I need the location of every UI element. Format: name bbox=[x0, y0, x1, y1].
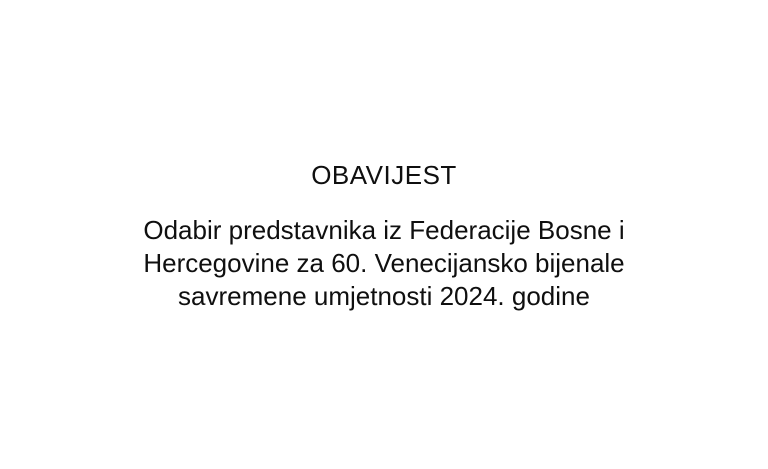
page-title: OBAVIJEST bbox=[311, 160, 457, 190]
announcement-body bbox=[0, 214, 768, 313]
body-line-1: Odabir predstavnika iz Federacije Bosne i bbox=[143, 215, 625, 245]
body-line-3: savremene umjetnosti 2024. godine bbox=[178, 281, 590, 311]
body-line-2: Hercegovine za 60. Venecijansko bijenale bbox=[143, 248, 625, 278]
